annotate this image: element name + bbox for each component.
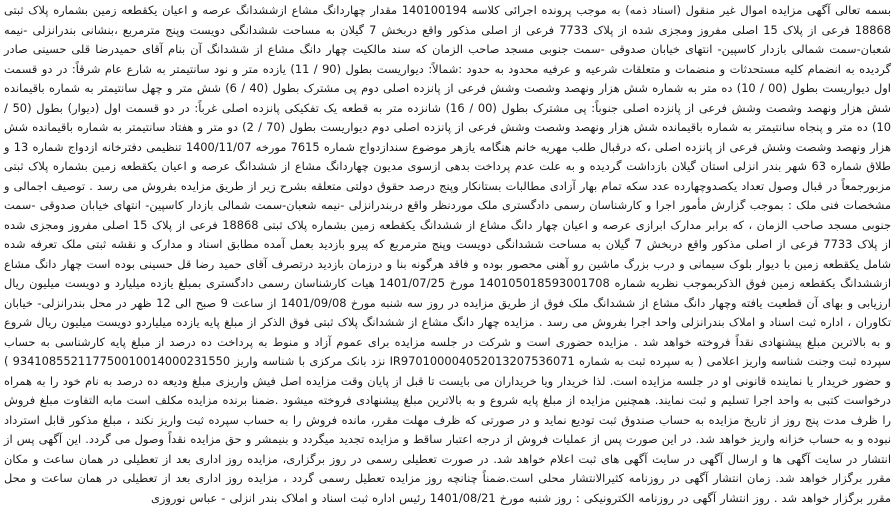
notice-body-text: بسمه تعالی آگهی مزایده اموال غیر منقول (اسناد ذمه) به موجب پرونده اجرائی کلاسه 140100194 مقدار چهاردانگ مشاع ازششدانگ عرصه و اعیان یکقطعه زمین بشماره پلاک ثبتی 18868 فرعی از پلاک 15 اصلی مفروز ومجزی شده از پلاک 7733 فرعی از اصلی مذکور واقع دربخش 7 گیلان به مساحت ششدانگی دویست وپنج مترمربع ،بنشانی بندرانزلی -نیمه شعبان-سمت شمالی بازدار کاسپین- انتهای خیابان صدوقی -سمت جنوبی مسجد صاحب الزمان که سند مالکیت چهار دانگ مشاع از ششدانگ آن بنام آقای حمیدرضا قلی حسینی صادر گردیده به انضمام کلیه مستحدثات و منضمات و متعلقات شرعیه و عرفیه محدود به حدود :شمالاً: دیواریست بطول (90 / 11) یازده متر و نود سانتیمتر به شارع عام شرقاً: در دو قسمت اول دیواریست بطول (00 / 10) ده متر به شماره شش هزار ونهصد وشصت وشش فرعی از پانزده اصلی دوم پی مشترک بطول (40 / 6) شش متر و چهل سانتیمتر به شماره باقیمانده شش هزار ونهصد وشصت وشش فرعی از پانزده اصلی جنوباً: پی مشترک بطول (00 / 16) شانزده متر به قطعه یک تفکیکی پانزده اصلی غرباً: در دو قسمت اول (دیوار) بطول (50 / 10) ده متر و پنجاه سانتیمتر به شماره باقیمانده شش هزار ونهصد وشصت وشش فرعی از پانزده اصلی دوم دیواریست بطول (70 / 2) دو متر و هفتاد سانتیمتر به شماره باقیمانده شش هزار ونهصد وشصت وشش فرعی از پانزده اصلی ،که درقبال طلب مهریه خانم هنگامه یازهر موضوع سندازدواج شماره 7615 مورخه 1400/11/07 تنظیمی دفترخانه ازدواج شماره 13 و طلاق شماره 63 شهر بندر انزلی استان گیلان بازداشت گردیده و به علت عدم پرداخت بدهی ازسوی مدیون چهاردانگ مشاع از ششدانگ عرصه و اعیان یکقطعه زمین بشماره پلاک ثبتی مزبورجمعاً در قبال وصول تعداد یکصدوچهارده عدد سکه تمام بهار آزادی مطالبات بستانکار وپنج درصد حقوق دولتی متعلقه بشرح زیر از طریق مزایده بفروش می رسد . توصیف اجمالی و مشخصات فنی ملک : بموجب گزارش مأمور اجرا و کارشناسان رسمی دادگستری ملک موردنظر واقع دربندرانزلی -نیمه شعبان-سمت شمالی بازدار کاسپین- انتهای خیابان صدوقی -سمت جنوبی مسجد صاحب الزمان ، که برابر مدارک ابرازی عرصه و اعیان چهار دانگ مشاع از ششدانگ یکقطعه زمین بشماره پلاک ثبتی 18868 فرعی از پلاک 15 اصلی مفروز ومجزی شده از پلاک 7733 فرعی از اصلی مذکور واقع دربخش 7 گیلان به مساحت ششدانگی دویست وپنج مترمربع که پیرو بازدید بعمل آمده مطابق اسناد و مدارک و نقشه ثبتی ملک تعرفه شده شامل یکقطعه زمین با دیوار بلوک سیمانی و درب بزرگ ماشین رو آهنی محصور بوده و فاقد هرگونه بنا و درزمان بازدید درتصرف آقای حمید رضا قل حسینی بوده است چهار دانگ مشاع ازششدانگ یکقطعه زمین فوق الذکربموجب نظریه شماره 140105018593001708 مورخ 1401/07/25 هیات کارشناسان رسمی دادگستری بمبلغ یازده میلیارد و دویست میلیون ریال ارزیابی و بهای آن قطعیت یافته وچهار دانگ مشاع از ششدانگ ملک فوق از طریق مزایده در روز سه شنبه مورخ 1401/09/08 از ساعت 9 صبح الی 12 ظهر در محل بندرانزلی- خیابان تکاوران ، اداره ثبت اسناد و املاک بندرانزلی واحد اجرا بفروش می رسد . مزایده چهار دانگ مشاع از ششدانگ پلاک ثبتی فوق الذکر از مبلغ پایه یازده میلیاردو دویست میلیون ریال شروع و به بالاترین مبلغ پیشنهادی نقداً فروخته خواهد شد . مزایده حضوری است و شرکت در جلسه مزایده برای عموم آزاد و منوط به پرداخت ده درصد از مبلغ پایه کارشناسی به حساب سپرده ثبت وجنت شناسه واریز اعلامی ( به سپرده ثبت به شماره IR970100004052013207536071 نزد بانک مرکزی با شناسه واریز 934108552117750010014000231550 ) و حضور خریدار یا نماینده قانونی او در جلسه مزایده است. لذا خریدار ویا خریداران می بایست تا قبل از پایان وقت مزایده اصل فیش واریزی مبلغ ودیعه ده درصد به نام خود را به همراه درخواست کتبی به واحد اجرا تسلیم و ثبت نمایند. همچنین مزایده از مبلغ پایه شروع و به بالاترین مبلغ پیشنهادی فروخته میشود .ضمنا برنده مزایده مکلف است مابه التفاوت مبلغ فروش را ظرف مدت پنج روز از تاریخ مزایده به حساب صندوق ثبت تودیع نماید و در صورتی که ظرف مهلت مقرر، مانده فروش را به حساب سپرده ثبت واریز نکند ، مبلغ مذکور قابل استرداد نبوده و به حساب خزانه واریز خواهد شد. در این صورت پس از عملیات فروش از درجه اعتبار ساقط و مزایده تجدید میگردد و بنیمشر و حق مزایده نقداً وصول می گردد. این آگهی پس از انتشار در سایت آگهی ها و ارسال آگهی در سایت آگهی های ثبت اعلام خواهد شد. در صورت تعطیلی رسمی در روز برگزاری، مزایده روز اداری بعد از تعطیلی در همان ساعت و مکان مقرر برگزار خواهد شد. زمان انتشار آگهی در روزنامه کثیرالانتشار محلی است.ضمناً چنانچه روز مزایده تعطیل رسمی گردد ، مزایده روز اداری بعد از تعطیلی در همان ساعت و محل مقرر برگزار خواهد شد . روز انتشار آگهی در روزنامه الکترونیکی : روز شنبه مورخ 1401/08/21 رئیس اداره ثبت اسناد و املاک بندر انزلی - عباس نوروزی <box>4 3 892 505</box>
